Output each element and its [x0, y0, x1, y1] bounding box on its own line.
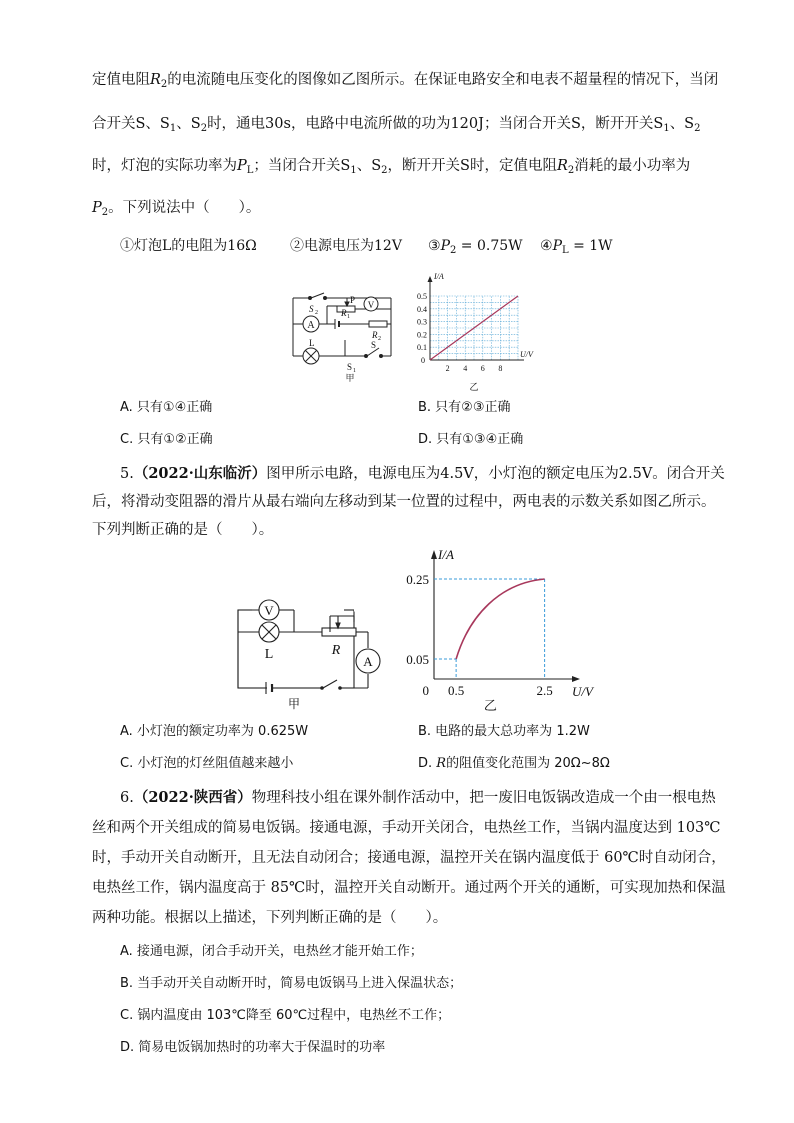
x-tick-label: 0 — [422, 683, 429, 698]
slider-p-label: P — [350, 295, 356, 305]
y-tick-label: 0.2 — [417, 330, 427, 340]
origin-label: 0 — [421, 356, 425, 365]
q5-iu-graph — [406, 545, 593, 713]
q4-option-a[interactable]: A. 只有①④正确 — [120, 400, 213, 415]
q4-statement-4: $④P_L = 1W$ — [540, 238, 613, 256]
q4-line-2: 合开关S、$S_1$、$S_2$时，通电30s，电路中电流所做的功为120J；当闭合开关S，断开开关$S_1$、$S_2$ — [92, 116, 701, 134]
q5-circuit-diagram — [232, 594, 382, 712]
y-tick-label: 0.5 — [417, 292, 427, 301]
ammeter-label: A — [363, 654, 373, 669]
q4-line-3: 时，灯泡的实际功率为$P_L$；当闭合开关$S_1$、$S_2$，断开开关S时，定值电阻$R_2$消耗的最小功率为 — [92, 158, 691, 176]
q6-option-a[interactable]: A. 接通电源，闭合手动开关，电热丝才能开始工作； — [120, 944, 423, 959]
q4-statement-3: $③P_2 = 0.75W$ — [428, 238, 523, 256]
s1-sub: 1 — [353, 368, 356, 374]
q5-option-d[interactable]: D. R的阻值变化范围为 20Ω~8Ω — [418, 756, 610, 771]
q4-line-1: 定值电阻$R_2$的电流随电压变化的图像如乙图所示。在保证电路安全和电表不超量程的情况下，当闭 — [92, 72, 719, 90]
lamp-label: L — [264, 647, 274, 662]
q5-line-1: 5.（2022·山东临沂）图甲所示电路，电源电压为4.5V，小灯泡的额定电压为2.5V。闭合开关 — [120, 465, 725, 482]
q6-option-b[interactable]: B. 当手动开关自动断开时，简易电饭锅马上进入保温状态； — [120, 976, 463, 991]
s-label: S — [371, 340, 377, 350]
y-tick-label: 0.05 — [406, 652, 429, 667]
r2-label: R — [372, 330, 378, 340]
x-tick-label: 4 — [463, 364, 468, 373]
q6-line-3: 时，手动开关自动断开，且无法自动闭合；接通电源，温控开关在锅内温度低于 60℃时自动闭合， — [92, 850, 726, 866]
voltmeter-label: V — [264, 603, 274, 618]
q6-line-1: 6.（2022·陕西省）物理科技小组在课外制作活动中，把一废旧电饭锅改造成一个由一根电热 — [120, 789, 716, 806]
q5-option-a[interactable]: A. 小灯泡的额定功率为 0.625W — [120, 724, 309, 739]
q6-option-c[interactable]: C. 锅内温度由 103℃降至 60℃过程中，电热丝不工作； — [120, 1008, 451, 1023]
r2-sub: 2 — [378, 336, 381, 342]
q6-line-4: 电热丝工作，锅内温度高于 85℃时，温控开关自动断开。通过两个开关的通断，可实现加热和保温 — [92, 880, 726, 896]
y-tick-label: 0.4 — [417, 304, 427, 314]
x-tick-label: 8 — [498, 364, 503, 373]
x-axis-arrow — [572, 676, 580, 682]
y-tick-label: 0.3 — [417, 317, 427, 327]
figure-caption: 甲 — [345, 373, 355, 383]
q4-option-b[interactable]: B. 只有②③正确 — [418, 400, 511, 415]
s2-label: S — [309, 304, 314, 314]
q5-line-3: 下列判断正确的是（ ）。 — [92, 522, 274, 538]
s1-label: S — [347, 362, 353, 372]
q4-circuit-diagram — [285, 282, 415, 382]
q6-line-2: 丝和两个开关组成的简易电饭锅。接通电源，手动开关闭合，电热丝工作，当锅内温度达到 103℃ — [92, 820, 721, 836]
lamp-label: L — [309, 338, 315, 348]
q4-line-4: $P_2$。下列说法中（ ）。 — [92, 200, 261, 218]
q6-option-d[interactable]: D. 简易电饭锅加热时的功率大于保温时的功率 — [120, 1040, 386, 1055]
x-tick-label: 2 — [445, 364, 450, 373]
q4-option-c[interactable]: C. 只有①②正确 — [120, 432, 213, 447]
ammeter-label: A — [307, 320, 315, 331]
figure-caption: 乙 — [483, 698, 497, 713]
x-tick-label: 2.5 — [536, 683, 553, 698]
y-tick-label: 0.1 — [417, 343, 427, 353]
q5-option-c[interactable]: C. 小灯泡的灯丝阻值越来越小 — [120, 756, 294, 771]
q5-option-b[interactable]: B. 电路的最大总功率为 1.2W — [418, 724, 590, 739]
y-axis-arrow — [431, 550, 437, 559]
r1-sub: 1 — [347, 314, 350, 320]
s2-sub: 2 — [315, 310, 318, 316]
x-tick-label: 6 — [480, 364, 485, 373]
q4-iu-graph — [412, 270, 533, 392]
q6-line-5: 两种功能。根据以上描述，下列判断正确的是（ ）。 — [92, 910, 448, 926]
r1-label: R — [341, 308, 347, 318]
y-tick-label: 0.25 — [406, 572, 429, 587]
voltmeter-label: V — [367, 300, 375, 310]
x-axis-title: U/V — [520, 350, 533, 359]
y-axis-arrow — [428, 276, 433, 282]
q4-statement-2: ②电源电压为12V — [290, 238, 402, 254]
q5-line-2: 后，将滑动变阻器的滑片从最右端向左移动到某一位置的过程中，两电表的示数关系如图乙所示。 — [92, 494, 716, 510]
figure-caption: 甲 — [287, 697, 301, 711]
q4-option-d[interactable]: D. 只有①③④正确 — [418, 432, 524, 447]
x-tick-label: 0.5 — [447, 683, 465, 698]
q4-statement-1: ①灯泡L的电阻为16Ω — [120, 238, 257, 254]
y-axis-title: I/A — [438, 547, 454, 562]
x-axis-title: U/V — [572, 684, 593, 699]
rheostat-label: R — [331, 643, 341, 658]
y-axis-title: I/A — [434, 272, 444, 281]
figure-caption: 乙 — [469, 382, 479, 392]
series-curve-lamp — [456, 579, 544, 659]
